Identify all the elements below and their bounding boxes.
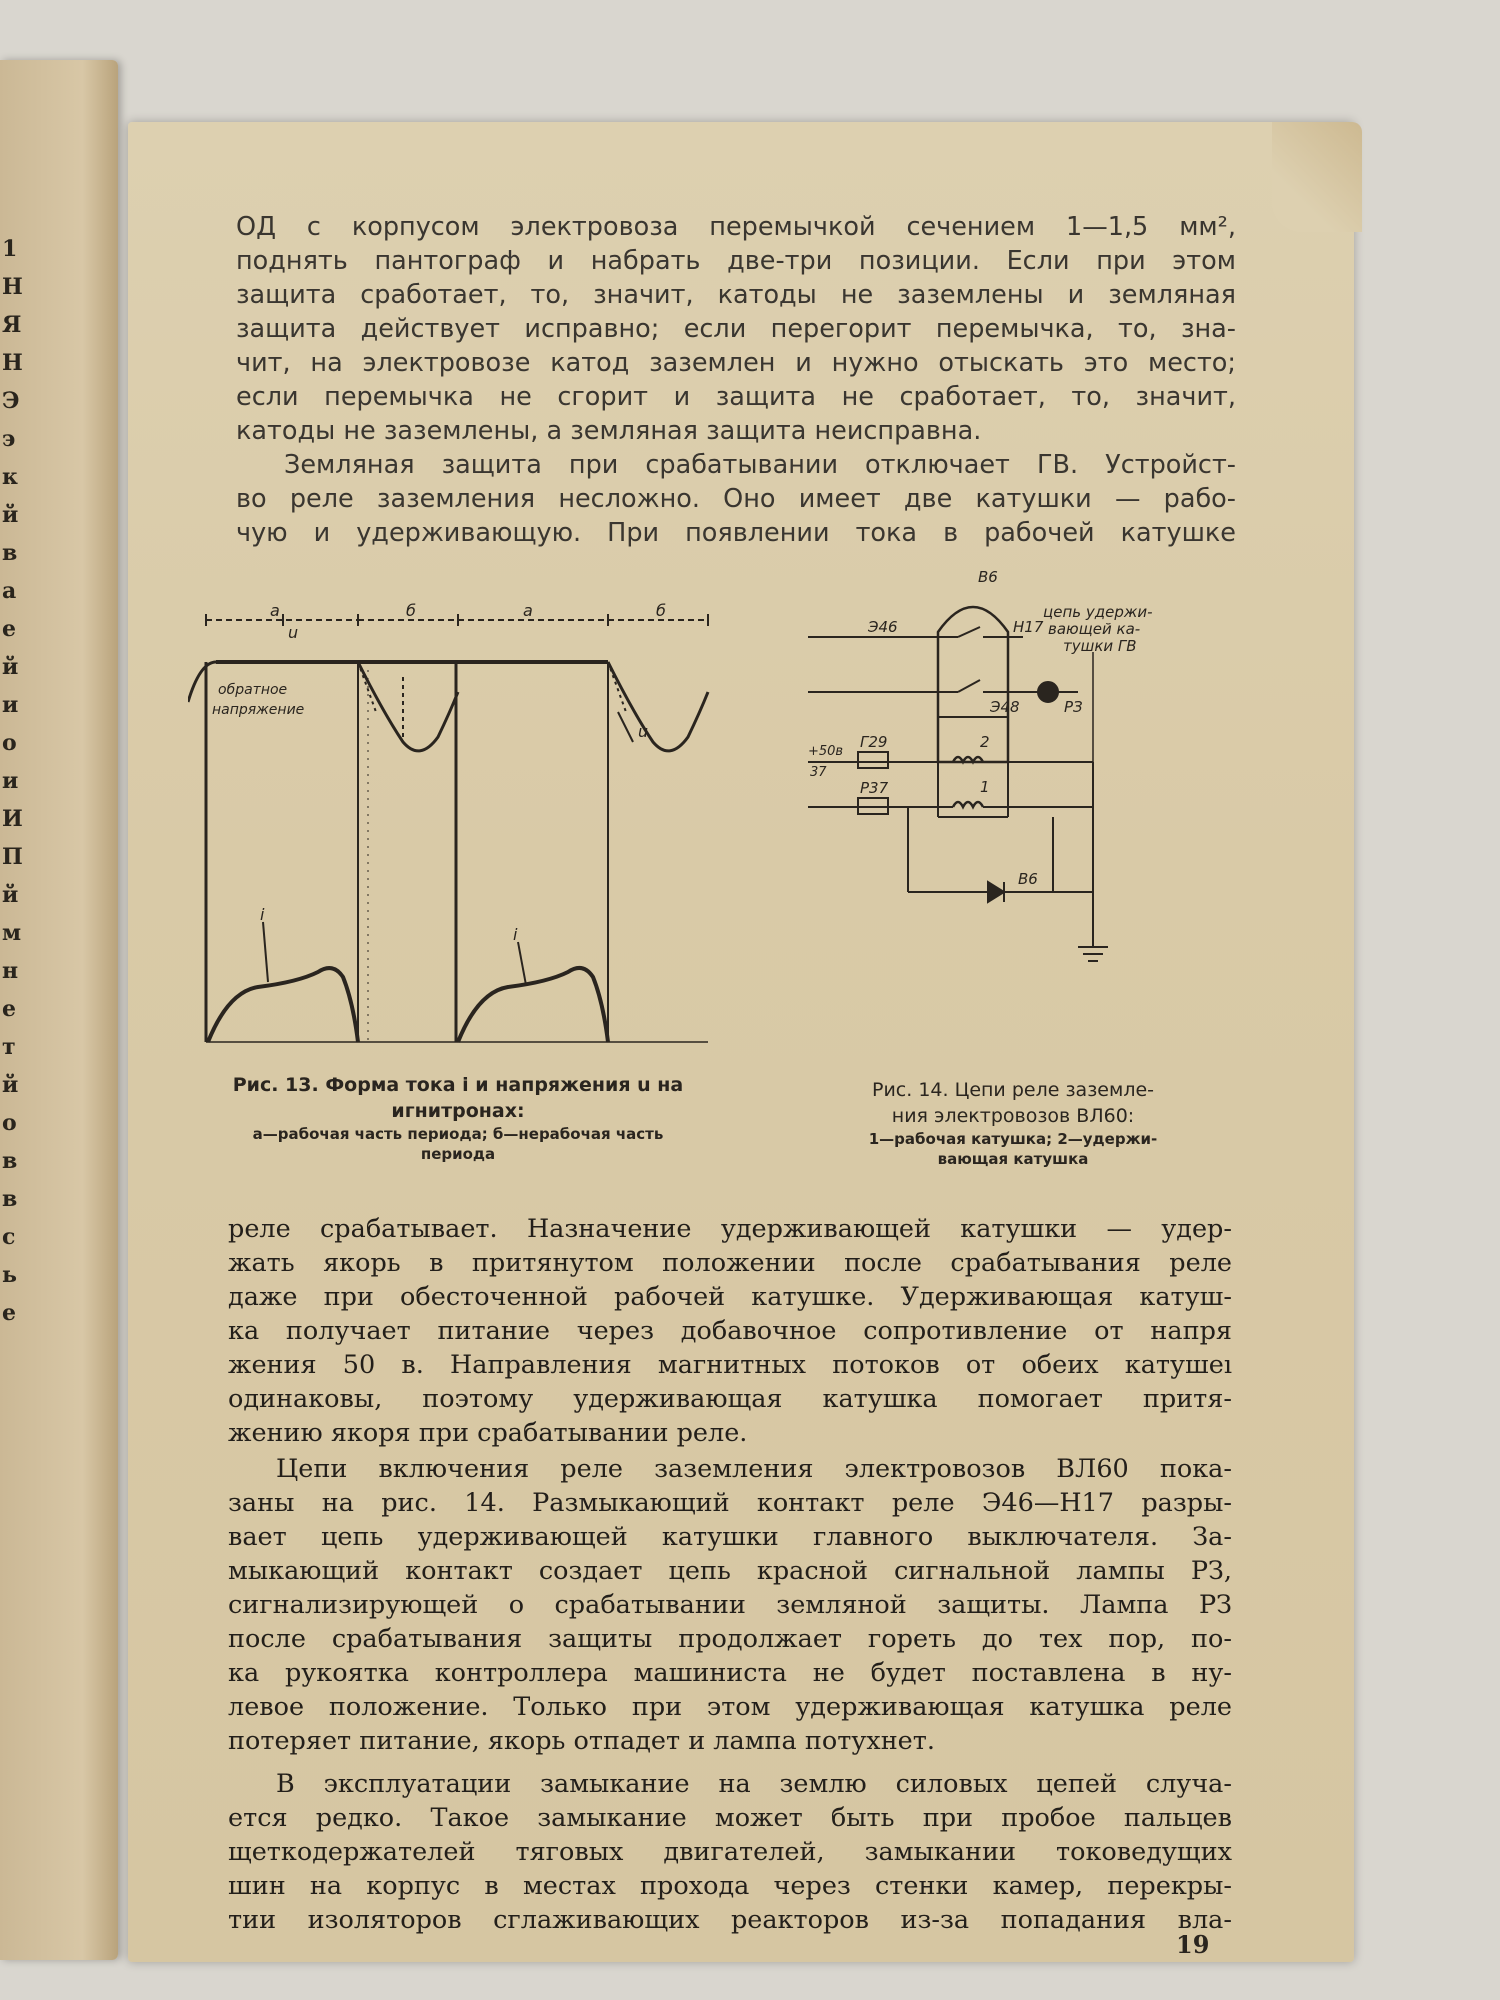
left-edge-glyph: о (2, 1110, 17, 1136)
fig13-label-u: u (638, 722, 649, 741)
fig14-label-e46: Э46 (868, 618, 898, 636)
left-edge-glyph: й (2, 882, 19, 908)
fig14-caption-sub-2: вающая катушка (937, 1150, 1089, 1168)
fig14-caption-title-2: ния электровозов ВЛ60: (891, 1105, 1135, 1127)
figure-14-circuit (808, 562, 1228, 1072)
left-edge-glyph: 1 (2, 236, 18, 262)
text-line: если перемычка не сгорит и защита не сработает, то, значит, (236, 382, 1236, 412)
top-paragraph (236, 210, 1236, 448)
fig14-caption-title: Рис. 14. Цепи реле заземле- (871, 1079, 1155, 1101)
left-edge-glyph: т (2, 1034, 16, 1060)
fig14-label-n37: 37 (810, 765, 827, 780)
left-edge-glyph: е (2, 996, 16, 1022)
fig13-caption-sub: а—рабочая часть периода; б—нерабочая часть (252, 1125, 664, 1143)
text-line: чит, на электровозе катод заземлен и нужно отыскать это место; (236, 348, 1236, 378)
fig14-label-v50: +50в (808, 744, 844, 759)
bottom-paragraph-3 (228, 1767, 1232, 1937)
left-edge-glyph: й (2, 1072, 19, 1098)
figure-14-caption (798, 1077, 1228, 1169)
fig13-caption-sub-2: периода (420, 1145, 496, 1163)
fig13-label-i2: i (513, 925, 518, 944)
text-line: ОД с корпусом электровоза перемычкой сечением 1—1,5 мм², (236, 212, 1236, 242)
left-edge-glyph: и (2, 768, 19, 794)
text-line: ка получает питание через добавочное сопротивление от напря (228, 1316, 1232, 1346)
fig13-label-b2: б (656, 602, 666, 620)
text-line: жения 50 в. Направления магнитных потоков от обеих катушеı (228, 1350, 1232, 1380)
book-page (128, 122, 1354, 1962)
text-line: левое положение. Только при этом удерживающая катушка реле (228, 1692, 1232, 1722)
left-edge-glyph: Н (2, 350, 23, 376)
left-edge-glyph: э (2, 426, 16, 452)
text-line: Земляная защита при срабатывании отключает ГВ. Устройст- (284, 450, 1236, 480)
fig14-caption-sub: 1—рабочая катушка; 2—удержи- (868, 1130, 1158, 1148)
figure-13-waveforms (188, 602, 748, 1062)
bottom-paragraph-2 (228, 1452, 1232, 1758)
fig14-label-r37: Р37 (860, 779, 889, 797)
text-line: потеряет питание, якорь отпадет и лампа потухнет. (228, 1726, 935, 1756)
second-paragraph (236, 448, 1236, 550)
left-edge-glyph: е (2, 616, 16, 642)
text-line: даже при обесточенной рабочей катушке. Удерживающая катуш- (228, 1282, 1232, 1312)
fig14-label-r29: Г29 (860, 733, 888, 751)
left-edge-glyph: с (2, 1224, 16, 1250)
left-page-edge-text (2, 230, 22, 1332)
text-line: Цепи включения реле заземления электровозов ВЛ60 пока- (276, 1454, 1232, 1484)
left-edge-glyph: к (2, 464, 18, 490)
left-edge-glyph: и (2, 692, 19, 718)
text-line: жать якорь в притянутом положении после срабатывания реле (228, 1248, 1232, 1278)
text-line: защита сработает, то, значит, катоды не заземлены и земляная (236, 280, 1236, 310)
fig14-label-hold-1: цепь удержи- (1043, 603, 1153, 621)
text-line: сигнализирующей о срабатывании земляной защиты. Лампа РЗ (228, 1590, 1232, 1620)
text-line: чую и удерживающую. При появлении тока в рабочей катушке (236, 518, 1236, 548)
left-edge-glyph: в (2, 1186, 18, 1212)
fig14-label-diode: В6 (1018, 870, 1038, 888)
left-edge-glyph: м (2, 920, 22, 946)
left-page (0, 60, 118, 1960)
fig13-caption-title: Рис. 13. Форма тока i и напряжения u на (232, 1074, 684, 1096)
fig13-label-a2: а (523, 602, 533, 620)
fig13-label-a: а (270, 602, 280, 620)
fig13-label-u-top: u (288, 623, 299, 642)
left-edge-glyph: о (2, 730, 17, 756)
left-edge-glyph: й (2, 502, 19, 528)
fig13-label-i: i (260, 905, 265, 924)
fig14-label-n17: Н17 (1013, 618, 1044, 636)
left-edge-glyph: н (2, 958, 19, 984)
text-line: после срабатывания защиты продолжает гореть до тех пор, по- (228, 1624, 1232, 1654)
text-line: катоды не заземлены, а земляная защита неисправна. (236, 416, 982, 446)
left-edge-glyph: а (2, 578, 17, 604)
text-line: В эксплуатации замыкание на землю силовых цепей случа- (276, 1769, 1232, 1799)
text-line: жению якоря при срабатывании реле. (228, 1418, 748, 1448)
figure-13-caption (178, 1072, 738, 1164)
text-line: поднять пантограф и набрать две-три позиции. Если при этом (236, 246, 1236, 276)
fig14-label-hold-2: вающей ка- (1048, 620, 1141, 638)
left-edge-glyph: Э (2, 388, 20, 414)
left-edge-glyph: й (2, 654, 19, 680)
text-line: во реле заземления несложно. Оно имеет две катушки — рабо- (236, 484, 1236, 514)
text-line: одинаковы, поэтому удерживающая катушка помогает притя- (228, 1384, 1232, 1414)
text-line: щеткодержателей тяговых двигателей, замыкании токоведущих (228, 1837, 1232, 1867)
text-line: защита действует исправно; если перегорит перемычка, то, зна- (236, 314, 1236, 344)
left-edge-glyph: И (2, 806, 23, 832)
left-edge-glyph: ь (2, 1262, 17, 1288)
text-line: ется редко. Такое замыкание может быть при пробое пальцев (228, 1803, 1232, 1833)
left-edge-glyph: е (2, 1300, 16, 1326)
fig13-reverse-voltage-2: напряжение (212, 702, 305, 718)
fig13-label-b: б (406, 602, 416, 620)
fig14-label-coil1: 1 (980, 778, 990, 796)
fig14-label-top: В6 (978, 568, 998, 586)
fig14-label-rz: РЗ (1064, 698, 1083, 716)
left-edge-glyph: в (2, 540, 18, 566)
text-line: ка рукоятка контроллера машиниста не будет поставлена в ну- (228, 1658, 1232, 1688)
text-line: шин на корпус в местах прохода через стенки камер, перекры- (228, 1871, 1232, 1901)
text-line: заны на рис. 14. Размыкающий контакт реле Э46—Н17 разры- (228, 1488, 1232, 1518)
text-line: мыкающий контакт создает цепь красной сигнальной лампы РЗ, (228, 1556, 1232, 1586)
page-corner-fold (1272, 122, 1362, 232)
left-edge-glyph: Я (2, 312, 22, 338)
page-number: 19 (1176, 1930, 1210, 1959)
fig13-caption-title-2: игнитронах: (391, 1100, 525, 1122)
fig14-label-e48: Э48 (990, 698, 1020, 716)
left-edge-glyph: П (2, 844, 23, 870)
text-line: тии изоляторов сглаживающих реакторов из-за попадания вла- (228, 1905, 1232, 1935)
left-edge-glyph: Н (2, 274, 23, 300)
fig14-label-coil2: 2 (980, 733, 990, 751)
fig13-reverse-voltage-1: обратное (218, 682, 288, 698)
fig14-label-hold-3: тушки ГВ (1063, 637, 1137, 655)
bottom-paragraph-1 (228, 1212, 1232, 1450)
text-line: вает цепь удерживающей катушки главного выключателя. За- (228, 1522, 1232, 1552)
left-edge-glyph: в (2, 1148, 18, 1174)
text-line: реле срабатывает. Назначение удерживающей катушки — удер- (228, 1214, 1232, 1244)
